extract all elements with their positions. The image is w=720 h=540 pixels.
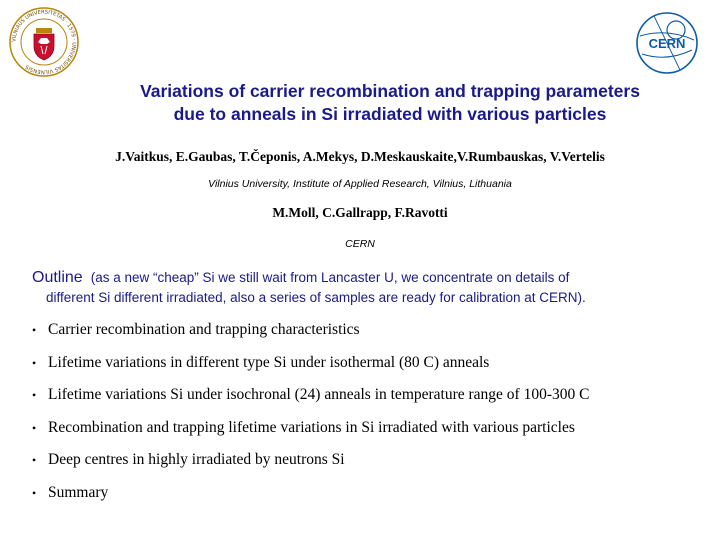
outline-heading: Outline — [32, 269, 83, 286]
bullet-icon: • — [32, 388, 37, 402]
affiliation-cern-line: CERN — [345, 238, 375, 250]
list-item — [32, 448, 712, 481]
authors-line: J.Vaitkus, E.Gaubas, T.Čeponis, A.Mekys, D.Meskauskaite,V.Rumbauskas, V.Vertelis — [115, 149, 605, 164]
outline-section — [32, 268, 708, 308]
list-item-text: Lifetime variations in different type Si under isothermal (80 C) anneals — [48, 353, 490, 371]
slide-title — [60, 80, 720, 126]
title-line-2: due to anneals in Si irradiated with various particles — [173, 104, 607, 124]
bullet-icon: • — [32, 420, 37, 435]
outline-note-line-2: different Si different irradiated, also a series of samples are ready for calibration at CERN). — [46, 290, 586, 305]
affiliation-line: Vilnius University, Institute of Applied Research, Vilnius, Lithuania — [208, 178, 512, 190]
bullet-icon: • — [32, 355, 37, 370]
list-item-text: Deep centres in highly irradiated by neutrons Si — [48, 451, 345, 468]
list-item-text: Summary — [48, 483, 109, 501]
list-item — [32, 481, 712, 514]
svg-text:CERN: CERN — [648, 36, 686, 51]
title-line-1: Variations of carrier recombination and trapping parameters — [140, 81, 640, 101]
bullet-icon: • — [32, 453, 37, 467]
list-item-text: Carrier recombination and trapping characteristics — [48, 321, 360, 338]
vilnius-university-seal-icon — [8, 6, 80, 78]
bullet-list — [32, 318, 712, 513]
list-item-text: Lifetime variations Si under isochronal (24) anneals in temperature range of 100-300 C — [48, 386, 590, 403]
outline-note-line-1: (as a new “cheap” Si we still wait from Lancaster U, we concentrate on details of — [90, 270, 570, 285]
authors-cern-line: M.Moll, C.Gallrapp, F.Ravotti — [272, 205, 448, 220]
cern-logo-icon — [634, 10, 700, 76]
list-item — [32, 318, 712, 351]
list-item — [32, 383, 712, 416]
list-item-text: Recombination and trapping lifetime variations in Si irradiated with various particles — [48, 418, 575, 436]
list-item — [32, 416, 712, 449]
list-item — [32, 351, 712, 384]
bullet-icon: • — [32, 323, 37, 337]
bullet-icon: • — [32, 485, 37, 500]
svg-text:VILNIAUS UNIVERSITETAS · 1579: VILNIAUS UNIVERSITETAS · 1579 · UNIVERSITAS VILNENSIS — [11, 9, 77, 75]
